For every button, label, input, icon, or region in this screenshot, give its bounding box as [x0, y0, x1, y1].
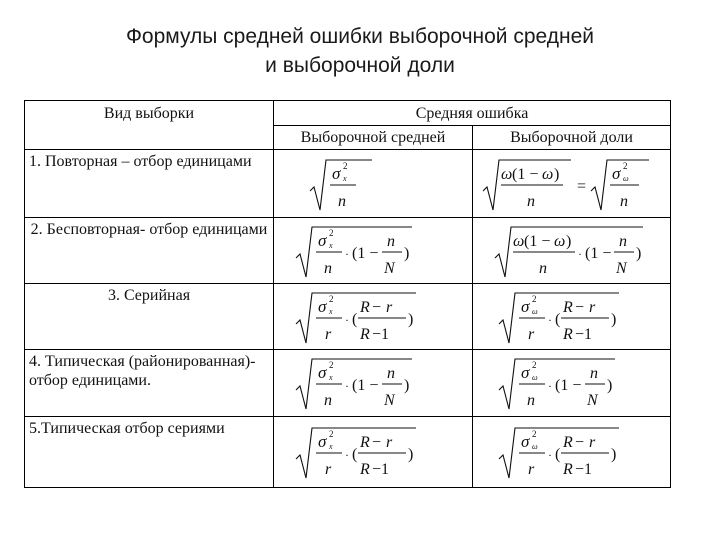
svg-text:): ) [408, 446, 414, 464]
svg-text:σ: σ [318, 296, 327, 316]
svg-text:2: 2 [329, 429, 334, 440]
table-row [25, 349, 671, 417]
svg-text:−: − [372, 434, 382, 452]
svg-text:r: r [528, 461, 535, 479]
svg-text:): ) [607, 377, 613, 395]
svg-text:r: r [589, 434, 596, 452]
svg-text:r: r [325, 461, 332, 479]
svg-text:(1 −: (1 − [524, 232, 551, 250]
formula-table [24, 100, 671, 488]
svg-text:n: n [527, 192, 535, 210]
header-sample-share: Выборочной доли [473, 126, 671, 150]
svg-text:x: x [329, 442, 333, 452]
svg-text:ω: ω [623, 173, 629, 183]
svg-text:ω: ω [532, 306, 538, 316]
svg-text:n: n [619, 232, 627, 250]
share-error-formula [473, 284, 671, 350]
svg-text:2: 2 [329, 293, 334, 304]
svg-text:x: x [329, 240, 333, 250]
svg-text:R: R [360, 461, 370, 479]
title-line-1: Формулы средней ошибки выборочной средней [125, 25, 595, 48]
svg-text:N: N [384, 392, 395, 410]
svg-text:−1: −1 [372, 325, 390, 343]
svg-text:R: R [563, 434, 573, 452]
svg-text:(: ( [555, 310, 561, 328]
svg-text:−1: −1 [575, 325, 593, 343]
svg-text:r: r [325, 325, 332, 343]
svg-text:(1 −: (1 − [585, 244, 612, 262]
svg-text:σ: σ [318, 230, 327, 250]
svg-text:ω: ω [542, 165, 554, 183]
svg-text:): ) [611, 310, 617, 328]
table-row [25, 217, 671, 284]
svg-text:−1: −1 [372, 461, 390, 479]
header-mean-error: Средняя ошибка [274, 101, 671, 126]
svg-text:R: R [360, 434, 370, 452]
svg-text:x: x [329, 306, 333, 316]
svg-text:): ) [611, 446, 617, 464]
svg-text:(: ( [352, 310, 358, 328]
svg-text:·: · [548, 379, 552, 394]
share-error-formula [473, 349, 671, 417]
svg-text:R: R [360, 298, 370, 316]
share-error-formula [473, 150, 671, 218]
share-error-formula [473, 417, 671, 488]
svg-text:n: n [620, 192, 628, 210]
svg-text:N: N [616, 259, 627, 277]
svg-text:(: ( [352, 446, 358, 464]
svg-text:2: 2 [532, 293, 537, 304]
svg-text:·: · [345, 246, 349, 261]
svg-text:): ) [554, 165, 560, 183]
sample-type-label: 5.Типическая отбор сериями [25, 417, 274, 488]
sample-type-label: 3. Серийная [25, 284, 274, 350]
svg-text:): ) [636, 244, 642, 262]
svg-text:σ: σ [521, 296, 530, 316]
svg-text:R: R [360, 325, 370, 343]
svg-text:ω: ω [513, 232, 525, 250]
svg-text:n: n [527, 392, 535, 410]
share-error-formula [473, 217, 671, 284]
svg-text:n: n [590, 365, 598, 383]
svg-text:n: n [338, 192, 346, 210]
svg-text:ω: ω [532, 373, 538, 383]
svg-text:r: r [386, 298, 393, 316]
svg-text:n: n [324, 392, 332, 410]
table-row [25, 284, 671, 350]
svg-text:): ) [408, 310, 414, 328]
svg-text:σ: σ [612, 163, 621, 183]
svg-text:2: 2 [329, 227, 334, 238]
header-sample-type: Вид выборки [25, 101, 274, 150]
svg-text:·: · [345, 448, 349, 463]
svg-text:x: x [329, 373, 333, 383]
svg-text:σ: σ [332, 163, 341, 183]
svg-text:σ: σ [318, 432, 327, 452]
mean-error-formula [274, 417, 473, 488]
svg-text:ω: ω [554, 232, 566, 250]
svg-text:ω: ω [501, 165, 513, 183]
svg-text:=: = [577, 177, 587, 195]
svg-text:r: r [589, 298, 596, 316]
svg-text:ω: ω [532, 442, 538, 452]
svg-text:): ) [404, 377, 410, 395]
svg-text:·: · [548, 448, 552, 463]
table-row [25, 150, 671, 218]
svg-text:−1: −1 [575, 461, 593, 479]
svg-text:n: n [387, 232, 395, 250]
svg-text:2: 2 [532, 360, 537, 371]
mean-error-formula [274, 284, 473, 350]
svg-text:·: · [578, 246, 582, 261]
svg-text:σ: σ [521, 432, 530, 452]
svg-text:n: n [539, 259, 547, 277]
slide-title [0, 22, 720, 80]
sample-type-label: 1. Повторная – отбор единицами [25, 150, 274, 218]
svg-text:2: 2 [329, 360, 334, 371]
svg-text:R: R [563, 461, 573, 479]
svg-text:σ: σ [521, 363, 530, 383]
svg-text:n: n [387, 365, 395, 383]
svg-text:(1 −: (1 − [512, 165, 539, 183]
mean-error-formula [274, 349, 473, 417]
svg-text:2: 2 [343, 160, 348, 171]
svg-text:(1 −: (1 − [352, 244, 379, 262]
svg-text:(1 −: (1 − [352, 377, 379, 395]
sample-type-label: 4. Типическая (районированная)- отбор единицами. [25, 349, 274, 417]
svg-text:·: · [548, 312, 552, 327]
svg-text:): ) [566, 232, 572, 250]
svg-text:R: R [563, 298, 573, 316]
svg-text:σ: σ [318, 363, 327, 383]
svg-text:−: − [575, 298, 585, 316]
mean-error-formula [274, 217, 473, 284]
svg-text:·: · [345, 379, 349, 394]
svg-text:(: ( [555, 446, 561, 464]
svg-text:·: · [345, 312, 349, 327]
svg-text:N: N [587, 392, 598, 410]
mean-error-formula [274, 150, 473, 218]
table-row [25, 417, 671, 488]
svg-text:r: r [528, 325, 535, 343]
svg-text:−: − [575, 434, 585, 452]
svg-text:2: 2 [623, 160, 628, 171]
title-line-2: и выборочной доли [265, 54, 455, 77]
svg-text:R: R [563, 325, 573, 343]
svg-text:2: 2 [532, 429, 537, 440]
svg-text:−: − [372, 298, 382, 316]
svg-text:r: r [386, 434, 393, 452]
svg-text:): ) [404, 244, 410, 262]
svg-text:N: N [384, 259, 395, 277]
header-sample-mean: Выборочной средней [274, 126, 473, 150]
sample-type-label: 2. Бесповторная- отбор единицами [25, 217, 274, 284]
svg-text:n: n [324, 259, 332, 277]
svg-text:x: x [343, 173, 347, 183]
svg-text:(1 −: (1 − [555, 377, 582, 395]
